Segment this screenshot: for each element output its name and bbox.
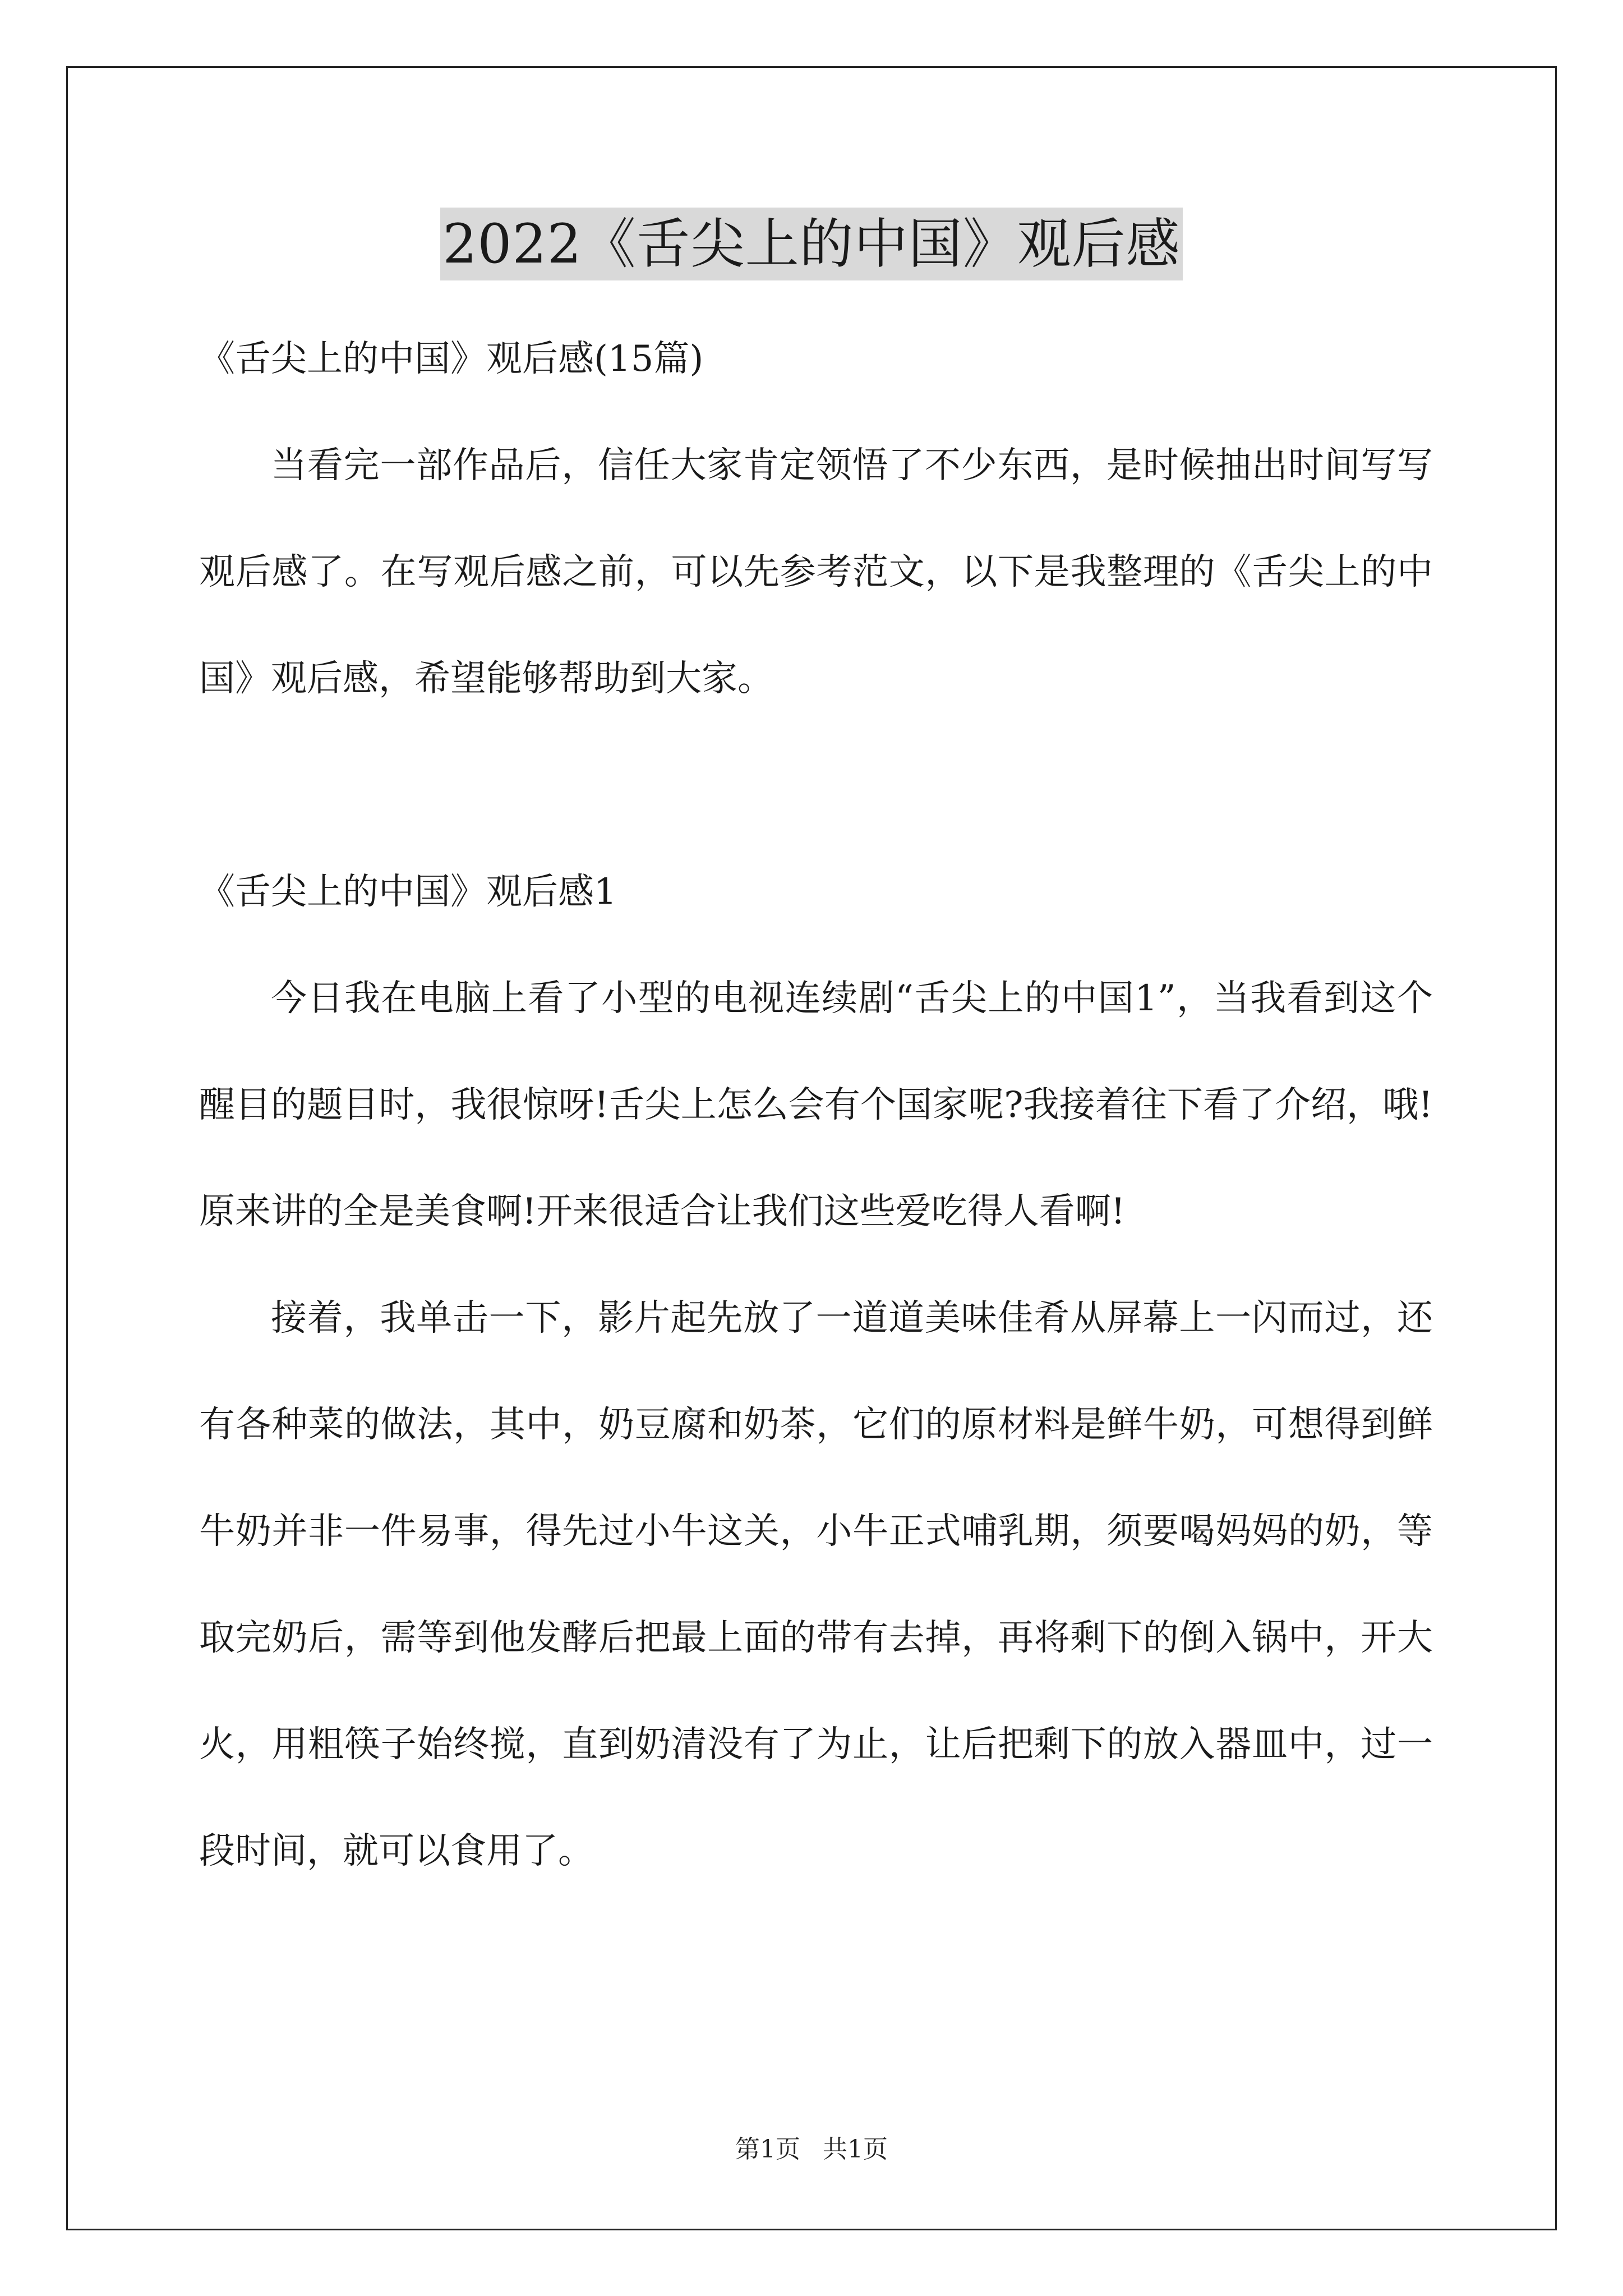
document-body	[199, 306, 1433, 1904]
page-number: 第1页	[735, 2135, 800, 2164]
page-total: 共1页	[823, 2135, 888, 2164]
title-container	[0, 208, 1623, 280]
body-paragraph-1: 今日我在电脑上看了小型的电视连续剧“舌尖上的中国1”，当我看到这个醒目的题目时，我很惊呀!舌尖上怎么会有个国家呢?我接着往下看了介绍，哦!原来讲的全是美食啊!开来很适合让我们这些爱吃得人看啊!	[199, 978, 1433, 1232]
intro-paragraph: 当看完一部作品后，信任大家肯定领悟了不少东西，是时候抽出时间写写观后感了。在写观后感之前，可以先参考范文，以下是我整理的《舌尖上的中国》观后感，希望能够帮助到大家。	[199, 445, 1433, 700]
page-footer	[0, 2129, 1623, 2165]
document-title: 2022《舌尖上的中国》观后感	[440, 208, 1182, 280]
body-paragraph-2: 接着，我单击一下，影片起先放了一道道美味佳肴从屏幕上一闪而过，还有各种菜的做法，其中，奶豆腐和奶茶，它们的原材料是鲜牛奶，可想得到鲜牛奶并非一件易事，得先过小牛这关，小牛正式哺乳期，须要喝妈妈的奶，等取完奶后，需等到他发酵后把最上面的带有去掉，再将剩下的倒入锅中，开大火，用粗筷子始终搅，直到奶清没有了为止，让后把剩下的放入器皿中，过一段时间，就可以食用了。	[199, 1297, 1433, 1872]
section-heading: 《舌尖上的中国》观后感1	[199, 871, 617, 913]
document-subtitle: 《舌尖上的中国》观后感(15篇)	[199, 338, 704, 380]
section-spacer	[199, 732, 1433, 839]
